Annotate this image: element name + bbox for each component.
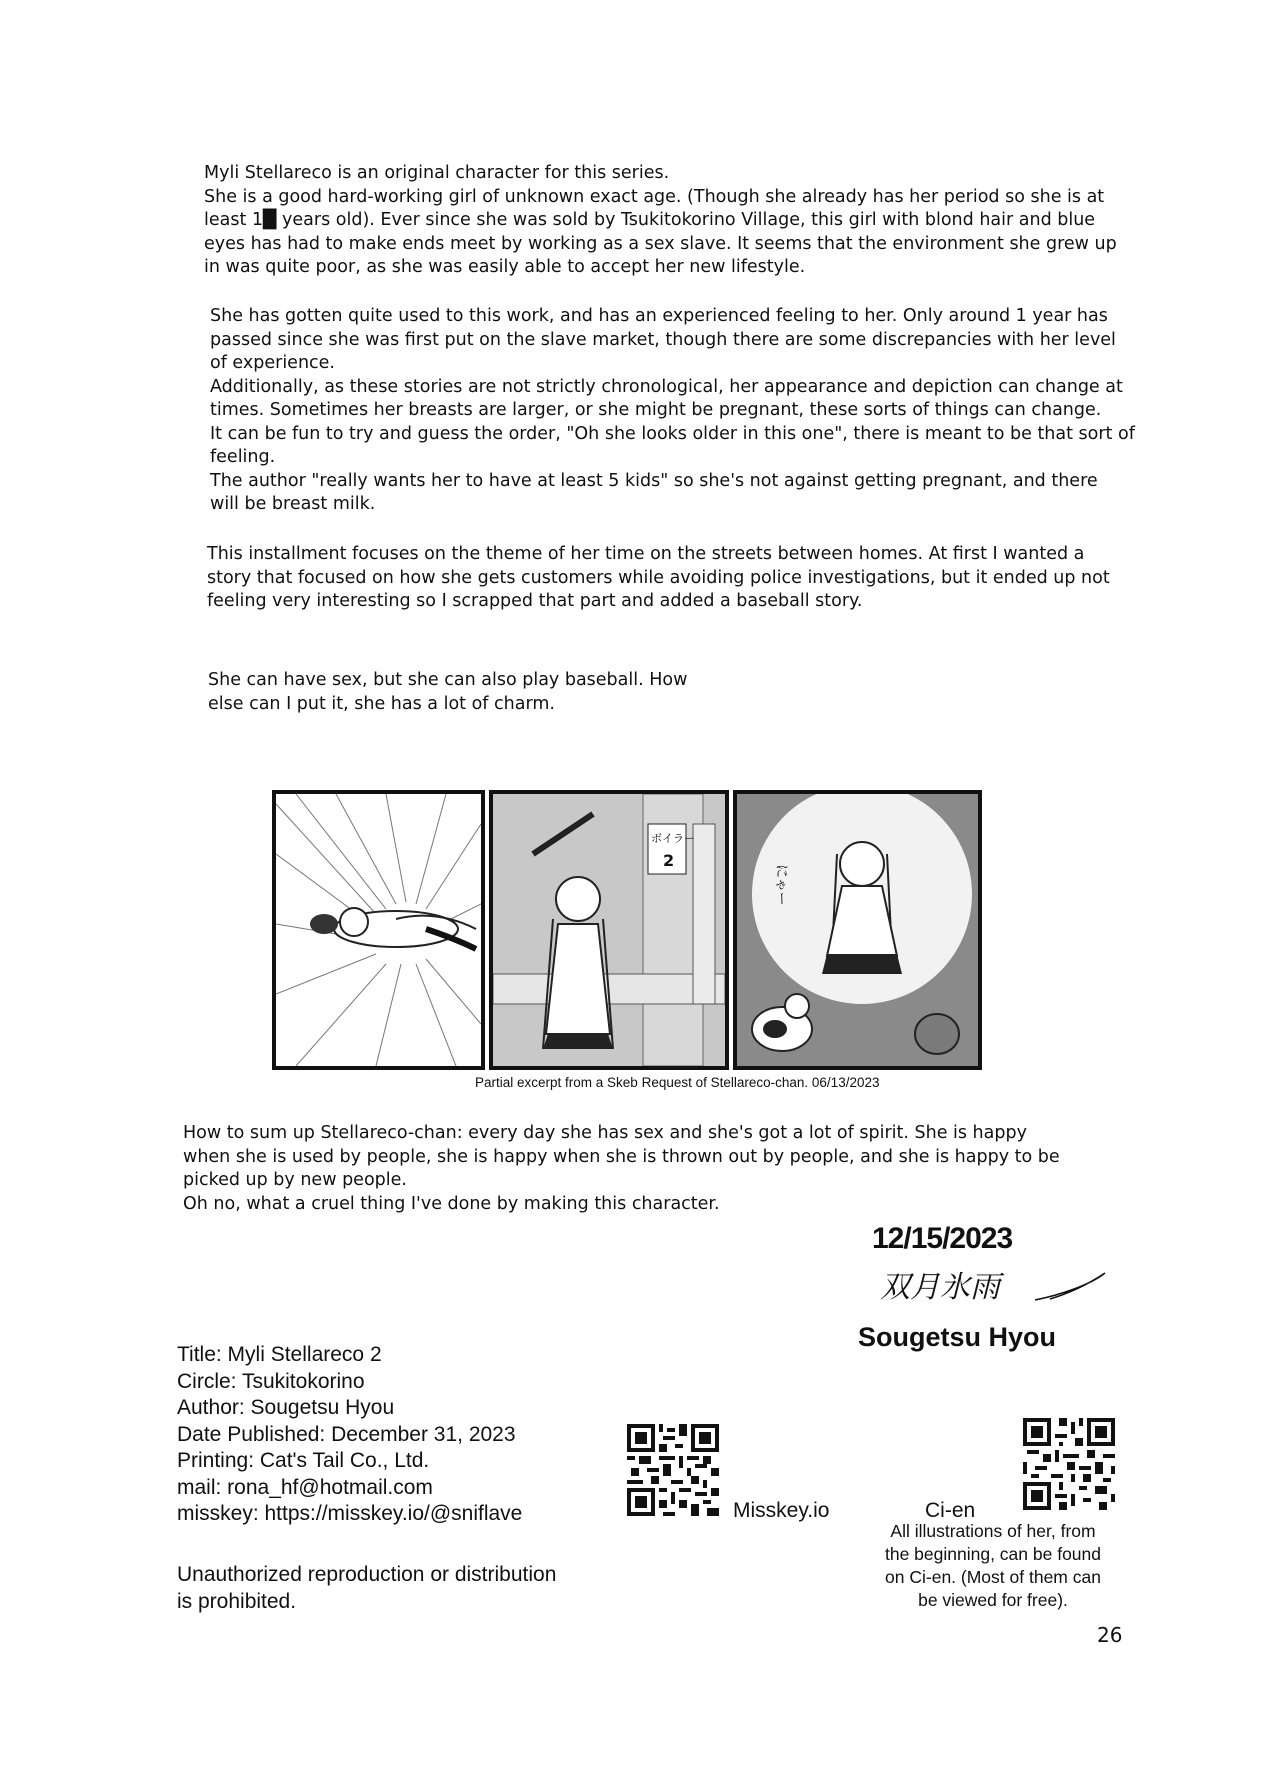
baseball-dive-illustration: [276, 794, 481, 1066]
colophon-author: Author: Sougetsu Hyou: [177, 1396, 395, 1419]
colophon-mail: mail: rona_hf@hotmail.com: [177, 1475, 433, 1499]
text-line: least 1█ years old). Ever since she was sold by Tsukitokorino Village, this girl with blond hair and blue: [204, 210, 1096, 230]
notice-line: Unauthorized reproduction or distribution: [177, 1563, 557, 1586]
boiler-sign-number: 2: [663, 851, 675, 870]
text-line: The author "really wants her to have at least 5 kids" so she's not against getting pregnant, and there: [210, 470, 1098, 491]
colophon: [177, 1342, 522, 1528]
notice-line: is prohibited.: [177, 1590, 297, 1613]
colophon-circle: Circle: Tsukitokorino: [177, 1369, 365, 1393]
colophon-date: Date Published: December 31, 2023: [177, 1422, 516, 1446]
author-signature-name: Sougetsu Hyou: [858, 1322, 1057, 1352]
text-line: Myli Stellareco is an original character for this series.: [204, 163, 670, 183]
cien-text-line: the beginning, can be found: [884, 1544, 1101, 1564]
comic-panel-1: [272, 790, 485, 1070]
intro-paragraph: [204, 162, 1117, 280]
charm-paragraph: [208, 669, 687, 716]
cat-sound-text: にゃー: [773, 864, 789, 906]
maid-cats-illustration: [737, 794, 978, 1066]
text-line: She is a good hard-working girl of unknown exact age. (Though she already has her period so she is at: [204, 186, 1105, 207]
summary-paragraph: [183, 1122, 1060, 1216]
page-number: 26: [1097, 1623, 1123, 1647]
cien-qr-code[interactable]: [1023, 1418, 1115, 1510]
signature-date: 12/15/2023: [872, 1222, 1013, 1255]
cien-label: Ci-en: [925, 1499, 976, 1522]
text-line: She can have sex, but she can also play baseball. How: [208, 670, 688, 690]
text-line: story that focused on how she gets customers while avoiding police investigations, but it ended up not: [207, 567, 1110, 588]
text-line: Additionally, as these stories are not strictly chronological, her appearance and depiction can change at: [210, 376, 1123, 397]
text-line: This installment focuses on the theme of her time on the streets between homes. At first I wanted a: [207, 544, 1085, 564]
comic-caption: Partial excerpt from a Skeb Request of Stellareco-chan. 06/13/2023: [475, 1075, 880, 1090]
cien-text-line: on Ci-en. (Most of them can: [885, 1567, 1101, 1587]
boiler-sign: ボイラー: [651, 832, 695, 845]
text-line: else can I put it, she has a lot of charm.: [208, 693, 555, 714]
text-line: of experience.: [210, 353, 335, 373]
text-line: passed since she was first put on the slave market, though there are some discrepancies with her level: [210, 329, 1116, 350]
reproduction-notice: [177, 1561, 556, 1615]
misskey-qr-code[interactable]: [627, 1424, 719, 1516]
text-line: will be breast milk.: [210, 494, 376, 514]
cien-description: [868, 1520, 1118, 1612]
comic-panel-2: [489, 790, 729, 1070]
text-line: feeling.: [210, 447, 276, 467]
text-line: How to sum up Stellareco-chan: every day she has sex and she's got a lot of spirit. She is happy: [183, 1123, 1027, 1143]
text-line: eyes has had to make ends meet by working as a sex slave. It seems that the environment she grew up: [204, 233, 1117, 254]
text-line: feeling very interesting so I scrapped that part and added a baseball story.: [207, 591, 863, 611]
text-line: Oh no, what a cruel thing I've done by making this character.: [183, 1193, 720, 1214]
colophon-misskey: misskey: https://misskey.io/@sniflave: [177, 1502, 523, 1525]
text-line: It can be fun to try and guess the order, "Oh she looks older in this one", there is meant to be that sort of: [210, 423, 1135, 444]
signature-flourish: [1030, 1265, 1110, 1305]
text-line: when she is used by people, she is happy when she is thrown out by people, and she is happy to be: [183, 1146, 1060, 1167]
installment-paragraph: [207, 543, 1110, 614]
colophon-printing: Printing: Cat's Tail Co., Ltd.: [177, 1449, 430, 1472]
text-line: She has gotten quite used to this work, and has an experienced feeling to her. Only around 1 year has: [210, 306, 1108, 326]
handwritten-signature: 双月氷雨: [880, 1270, 1000, 1305]
maid-boiler-illustration: [493, 794, 725, 1066]
comic-panel-3: [733, 790, 982, 1070]
comic-strip: [272, 790, 982, 1070]
text-line: in was quite poor, as she was easily able to accept her new lifestyle.: [204, 257, 806, 277]
text-line: times. Sometimes her breasts are larger, or she might be pregnant, these sorts of things can change.: [210, 400, 1102, 420]
colophon-title: Title: Myli Stellareco 2: [177, 1343, 382, 1366]
cien-text-line: be viewed for free).: [918, 1590, 1068, 1610]
misskey-label: Misskey.io: [733, 1499, 830, 1522]
cien-text-line: All illustrations of her, from: [890, 1521, 1096, 1541]
description-paragraph: [210, 305, 1135, 517]
text-line: picked up by new people.: [183, 1170, 407, 1190]
